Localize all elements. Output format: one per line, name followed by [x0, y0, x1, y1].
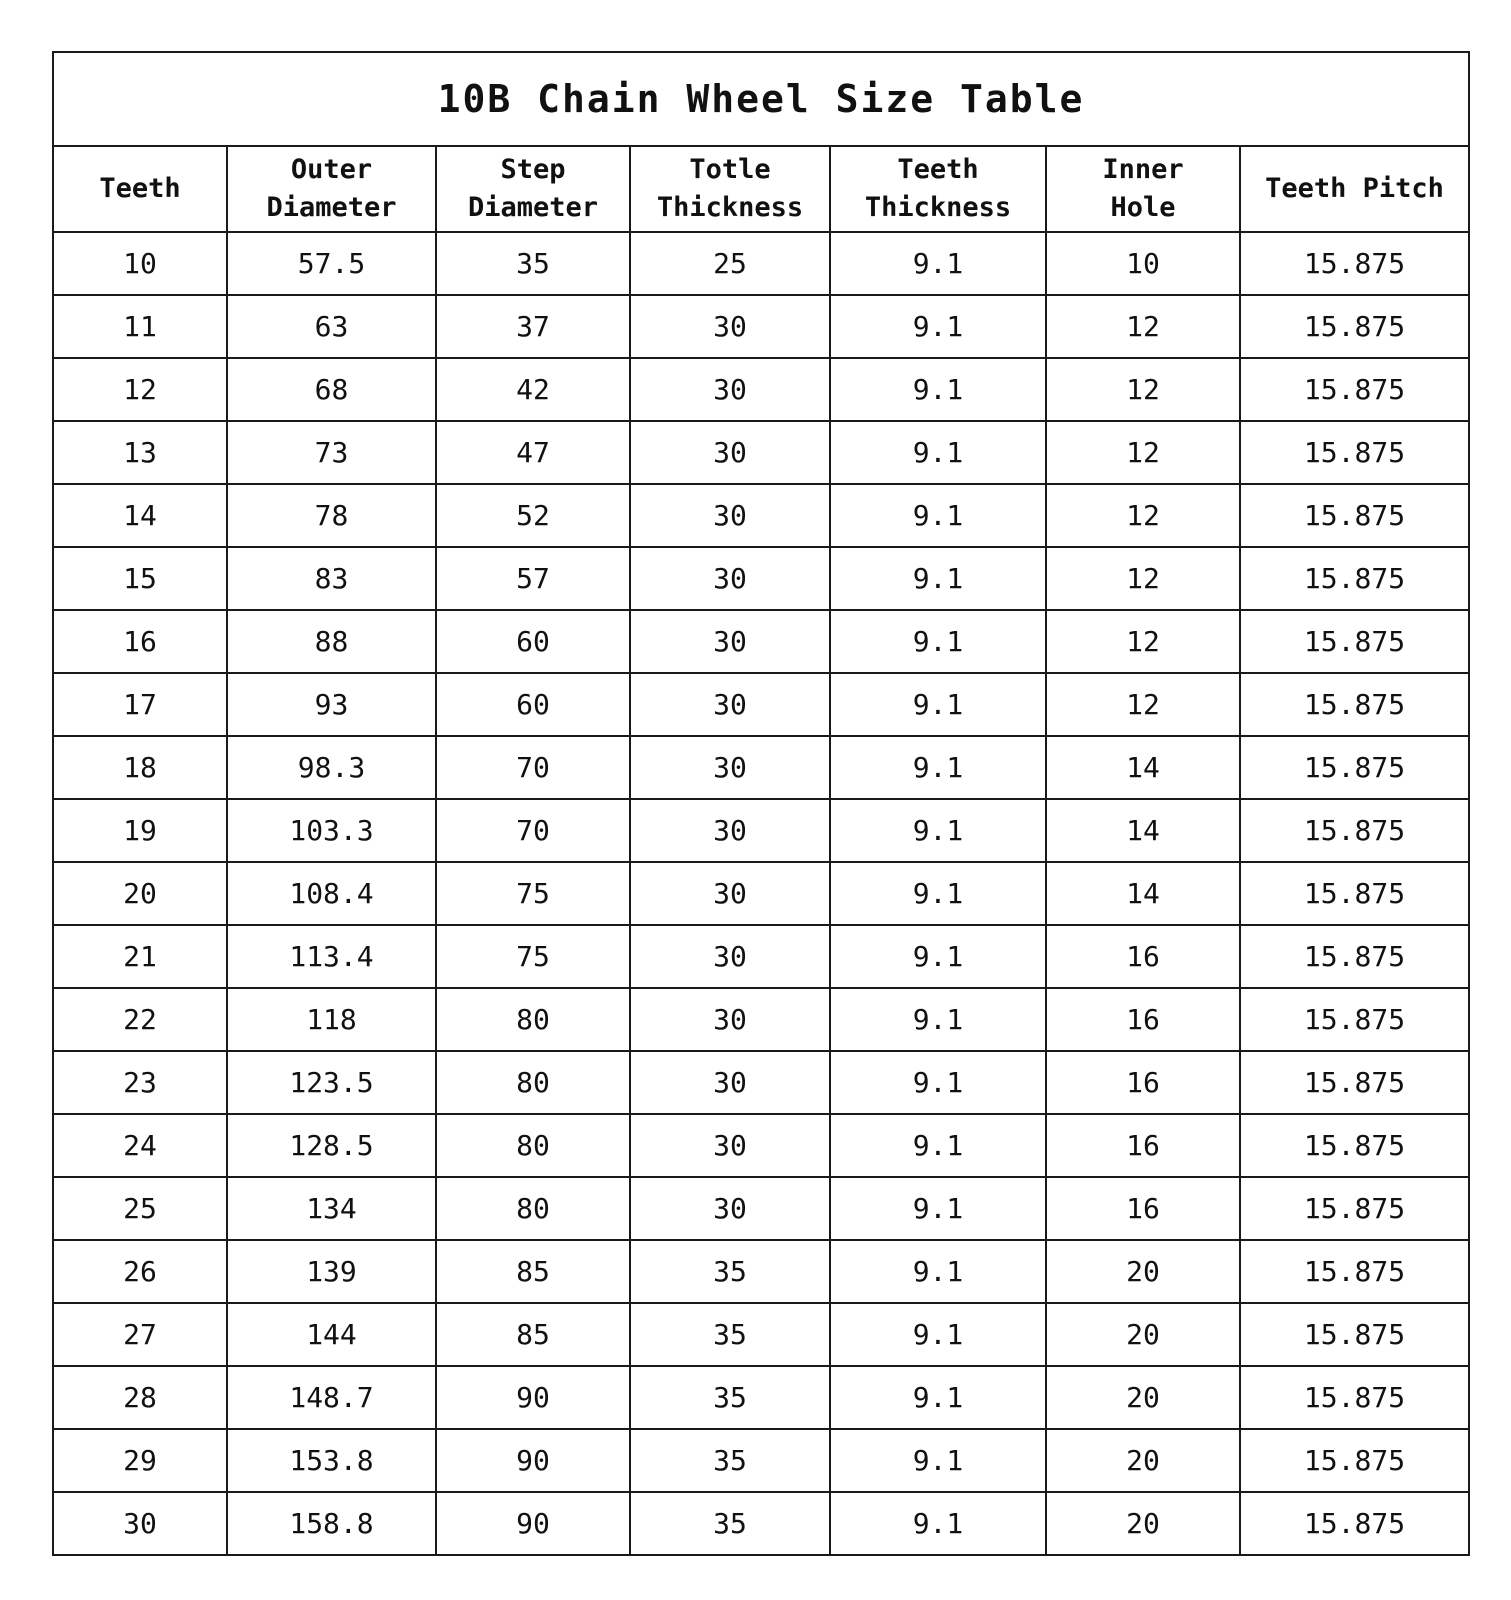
table-cell-teeth-thickness: 9.1	[830, 547, 1046, 610]
table-cell-step-diameter: 85	[436, 1303, 630, 1366]
table-cell-totle-thickness: 35	[630, 1240, 830, 1303]
table-row	[53, 862, 1469, 925]
column-header-outer-diameter	[227, 146, 436, 232]
table-cell-inner-hole: 14	[1046, 862, 1240, 925]
table-cell-teeth: 14	[53, 484, 227, 547]
column-header-line: Step	[500, 154, 566, 185]
table-cell-inner-hole: 12	[1046, 547, 1240, 610]
table-cell-teeth: 15	[53, 547, 227, 610]
chain-wheel-size-table	[52, 51, 1470, 1556]
table-cell-teeth-pitch: 15.875	[1240, 547, 1469, 610]
table-cell-totle-thickness: 35	[630, 1303, 830, 1366]
table-cell-totle-thickness: 30	[630, 1114, 830, 1177]
table-cell-totle-thickness: 25	[630, 232, 830, 295]
table-cell-inner-hole: 12	[1046, 610, 1240, 673]
table-cell-teeth: 30	[53, 1492, 227, 1555]
table-title: 10B Chain Wheel Size Table	[53, 52, 1469, 146]
table-cell-teeth-thickness: 9.1	[830, 988, 1046, 1051]
column-header-totle-thickness	[630, 146, 830, 232]
table-cell-totle-thickness: 30	[630, 610, 830, 673]
header-row	[53, 146, 1469, 232]
table-cell-teeth-thickness: 9.1	[830, 925, 1046, 988]
table-cell-teeth-thickness: 9.1	[830, 1366, 1046, 1429]
table-cell-outer-diameter: 63	[227, 295, 436, 358]
table-cell-teeth-thickness: 9.1	[830, 484, 1046, 547]
table-cell-outer-diameter: 68	[227, 358, 436, 421]
table-cell-totle-thickness: 30	[630, 547, 830, 610]
table-cell-teeth-pitch: 15.875	[1240, 1051, 1469, 1114]
table-cell-step-diameter: 57	[436, 547, 630, 610]
table-cell-inner-hole: 16	[1046, 1051, 1240, 1114]
table-cell-teeth: 29	[53, 1429, 227, 1492]
table-cell-outer-diameter: 88	[227, 610, 436, 673]
column-header-inner-hole	[1046, 146, 1240, 232]
table-cell-step-diameter: 80	[436, 1114, 630, 1177]
table-cell-outer-diameter: 57.5	[227, 232, 436, 295]
table-row	[53, 232, 1469, 295]
table-row	[53, 1366, 1469, 1429]
table-cell-inner-hole: 12	[1046, 421, 1240, 484]
table-cell-step-diameter: 47	[436, 421, 630, 484]
table-cell-step-diameter: 75	[436, 925, 630, 988]
table-cell-teeth-thickness: 9.1	[830, 862, 1046, 925]
column-header-teeth-thickness	[830, 146, 1046, 232]
table-cell-step-diameter: 37	[436, 295, 630, 358]
table-cell-teeth-thickness: 9.1	[830, 1492, 1046, 1555]
table-row	[53, 799, 1469, 862]
table-cell-teeth-thickness: 9.1	[830, 232, 1046, 295]
table-cell-teeth: 18	[53, 736, 227, 799]
table-cell-teeth: 20	[53, 862, 227, 925]
column-header-line: Teeth	[897, 154, 979, 185]
table-cell-teeth: 25	[53, 1177, 227, 1240]
column-header-teeth	[53, 146, 227, 232]
table-cell-outer-diameter: 123.5	[227, 1051, 436, 1114]
table-cell-outer-diameter: 158.8	[227, 1492, 436, 1555]
table-cell-teeth-pitch: 15.875	[1240, 925, 1469, 988]
table-cell-outer-diameter: 83	[227, 547, 436, 610]
table-cell-teeth-thickness: 9.1	[830, 1114, 1046, 1177]
title-row	[53, 52, 1469, 146]
table-cell-step-diameter: 60	[436, 673, 630, 736]
table-cell-teeth-thickness: 9.1	[830, 295, 1046, 358]
table-cell-teeth-pitch: 15.875	[1240, 1366, 1469, 1429]
table-cell-teeth-pitch: 15.875	[1240, 673, 1469, 736]
table-cell-teeth-thickness: 9.1	[830, 1303, 1046, 1366]
column-header-line: Outer	[290, 154, 373, 185]
table-cell-inner-hole: 14	[1046, 799, 1240, 862]
table-cell-outer-diameter: 144	[227, 1303, 436, 1366]
table-cell-inner-hole: 16	[1046, 1114, 1240, 1177]
table-cell-teeth: 21	[53, 925, 227, 988]
table-cell-step-diameter: 80	[436, 1177, 630, 1240]
table-cell-totle-thickness: 30	[630, 421, 830, 484]
table-cell-totle-thickness: 35	[630, 1366, 830, 1429]
table-cell-teeth-pitch: 15.875	[1240, 295, 1469, 358]
table-cell-teeth: 11	[53, 295, 227, 358]
table-cell-totle-thickness: 30	[630, 1051, 830, 1114]
table-cell-inner-hole: 12	[1046, 673, 1240, 736]
table-cell-inner-hole: 20	[1046, 1429, 1240, 1492]
table-cell-teeth: 13	[53, 421, 227, 484]
table-cell-totle-thickness: 30	[630, 925, 830, 988]
table-cell-step-diameter: 90	[436, 1429, 630, 1492]
table-cell-inner-hole: 20	[1046, 1240, 1240, 1303]
table-cell-step-diameter: 35	[436, 232, 630, 295]
table-cell-teeth-pitch: 15.875	[1240, 988, 1469, 1051]
table-cell-inner-hole: 14	[1046, 736, 1240, 799]
table-cell-outer-diameter: 148.7	[227, 1366, 436, 1429]
table-cell-teeth-thickness: 9.1	[830, 1177, 1046, 1240]
column-header-line: Teeth	[99, 173, 181, 204]
table-cell-outer-diameter: 73	[227, 421, 436, 484]
table-cell-inner-hole: 16	[1046, 925, 1240, 988]
table-cell-teeth: 26	[53, 1240, 227, 1303]
table-cell-teeth-pitch: 15.875	[1240, 1303, 1469, 1366]
table-cell-teeth-pitch: 15.875	[1240, 610, 1469, 673]
table-cell-step-diameter: 75	[436, 862, 630, 925]
table-cell-teeth-pitch: 15.875	[1240, 484, 1469, 547]
table-cell-step-diameter: 85	[436, 1240, 630, 1303]
table-cell-step-diameter: 80	[436, 1051, 630, 1114]
table-row	[53, 1303, 1469, 1366]
column-header-line: Thickness	[864, 192, 1012, 223]
column-header-line: Inner	[1102, 154, 1184, 185]
table-row	[53, 421, 1469, 484]
table-cell-teeth-thickness: 9.1	[830, 673, 1046, 736]
size-table-sheet	[52, 51, 1468, 1556]
column-header-teeth-pitch	[1240, 146, 1469, 232]
table-cell-inner-hole: 12	[1046, 295, 1240, 358]
table-cell-teeth-pitch: 15.875	[1240, 358, 1469, 421]
table-cell-teeth: 10	[53, 232, 227, 295]
table-cell-outer-diameter: 108.4	[227, 862, 436, 925]
table-cell-totle-thickness: 30	[630, 295, 830, 358]
table-cell-totle-thickness: 30	[630, 736, 830, 799]
table-cell-inner-hole: 10	[1046, 232, 1240, 295]
table-row	[53, 736, 1469, 799]
table-cell-step-diameter: 42	[436, 358, 630, 421]
table-cell-inner-hole: 20	[1046, 1303, 1240, 1366]
table-cell-step-diameter: 60	[436, 610, 630, 673]
table-cell-teeth-thickness: 9.1	[830, 1429, 1046, 1492]
table-cell-teeth: 22	[53, 988, 227, 1051]
table-cell-step-diameter: 70	[436, 799, 630, 862]
table-cell-step-diameter: 80	[436, 988, 630, 1051]
table-cell-outer-diameter: 113.4	[227, 925, 436, 988]
table-cell-totle-thickness: 35	[630, 1492, 830, 1555]
table-cell-teeth-pitch: 15.875	[1240, 1177, 1469, 1240]
table-cell-inner-hole: 16	[1046, 988, 1240, 1051]
table-cell-step-diameter: 70	[436, 736, 630, 799]
table-cell-inner-hole: 16	[1046, 1177, 1240, 1240]
table-cell-inner-hole: 12	[1046, 358, 1240, 421]
table-cell-totle-thickness: 30	[630, 988, 830, 1051]
column-header-step-diameter	[436, 146, 630, 232]
table-cell-outer-diameter: 98.3	[227, 736, 436, 799]
table-cell-outer-diameter: 139	[227, 1240, 436, 1303]
table-body	[53, 232, 1469, 1555]
column-header-line: Thickness	[656, 192, 804, 223]
table-cell-step-diameter: 90	[436, 1492, 630, 1555]
table-row	[53, 610, 1469, 673]
column-header-line: Teeth Pitch	[1265, 173, 1444, 204]
table-cell-teeth-thickness: 9.1	[830, 610, 1046, 673]
table-cell-teeth: 19	[53, 799, 227, 862]
table-row	[53, 547, 1469, 610]
table-cell-teeth: 16	[53, 610, 227, 673]
table-cell-teeth-pitch: 15.875	[1240, 862, 1469, 925]
table-cell-totle-thickness: 30	[630, 799, 830, 862]
table-cell-inner-hole: 20	[1046, 1366, 1240, 1429]
table-row	[53, 1177, 1469, 1240]
table-cell-inner-hole: 12	[1046, 484, 1240, 547]
table-cell-outer-diameter: 128.5	[227, 1114, 436, 1177]
table-cell-totle-thickness: 30	[630, 1177, 830, 1240]
table-row	[53, 1051, 1469, 1114]
table-cell-teeth: 17	[53, 673, 227, 736]
table-row	[53, 1114, 1469, 1177]
table-cell-outer-diameter: 153.8	[227, 1429, 436, 1492]
table-cell-teeth-thickness: 9.1	[830, 736, 1046, 799]
table-cell-totle-thickness: 30	[630, 358, 830, 421]
table-cell-teeth-thickness: 9.1	[830, 1051, 1046, 1114]
table-cell-totle-thickness: 35	[630, 1429, 830, 1492]
table-cell-outer-diameter: 103.3	[227, 799, 436, 862]
table-cell-teeth: 23	[53, 1051, 227, 1114]
table-row	[53, 1240, 1469, 1303]
table-cell-teeth-pitch: 15.875	[1240, 232, 1469, 295]
table-cell-teeth-thickness: 9.1	[830, 799, 1046, 862]
table-cell-teeth-pitch: 15.875	[1240, 736, 1469, 799]
table-row	[53, 1429, 1469, 1492]
table-cell-totle-thickness: 30	[630, 673, 830, 736]
table-cell-teeth-thickness: 9.1	[830, 1240, 1046, 1303]
table-row	[53, 358, 1469, 421]
table-row	[53, 673, 1469, 736]
table-cell-teeth-pitch: 15.875	[1240, 1492, 1469, 1555]
table-cell-step-diameter: 90	[436, 1366, 630, 1429]
table-cell-outer-diameter: 93	[227, 673, 436, 736]
table-cell-totle-thickness: 30	[630, 484, 830, 547]
table-cell-teeth-pitch: 15.875	[1240, 1429, 1469, 1492]
table-cell-outer-diameter: 118	[227, 988, 436, 1051]
table-cell-teeth-pitch: 15.875	[1240, 799, 1469, 862]
table-cell-inner-hole: 20	[1046, 1492, 1240, 1555]
table-cell-outer-diameter: 78	[227, 484, 436, 547]
table-cell-teeth-pitch: 15.875	[1240, 1240, 1469, 1303]
table-cell-teeth-pitch: 15.875	[1240, 1114, 1469, 1177]
column-header-line: Hole	[1110, 192, 1176, 223]
table-cell-teeth-pitch: 15.875	[1240, 421, 1469, 484]
column-header-line: Diameter	[467, 192, 599, 223]
table-cell-outer-diameter: 134	[227, 1177, 436, 1240]
table-row	[53, 295, 1469, 358]
table-cell-teeth-thickness: 9.1	[830, 421, 1046, 484]
table-cell-teeth-thickness: 9.1	[830, 358, 1046, 421]
table-cell-teeth: 28	[53, 1366, 227, 1429]
table-cell-totle-thickness: 30	[630, 862, 830, 925]
table-cell-step-diameter: 52	[436, 484, 630, 547]
column-header-line: Totle	[689, 154, 771, 185]
table-row	[53, 484, 1469, 547]
table-row	[53, 925, 1469, 988]
column-header-line: Diameter	[266, 192, 397, 223]
table-cell-teeth: 12	[53, 358, 227, 421]
table-row	[53, 1492, 1469, 1555]
table-cell-teeth: 24	[53, 1114, 227, 1177]
table-row	[53, 988, 1469, 1051]
table-cell-teeth: 27	[53, 1303, 227, 1366]
